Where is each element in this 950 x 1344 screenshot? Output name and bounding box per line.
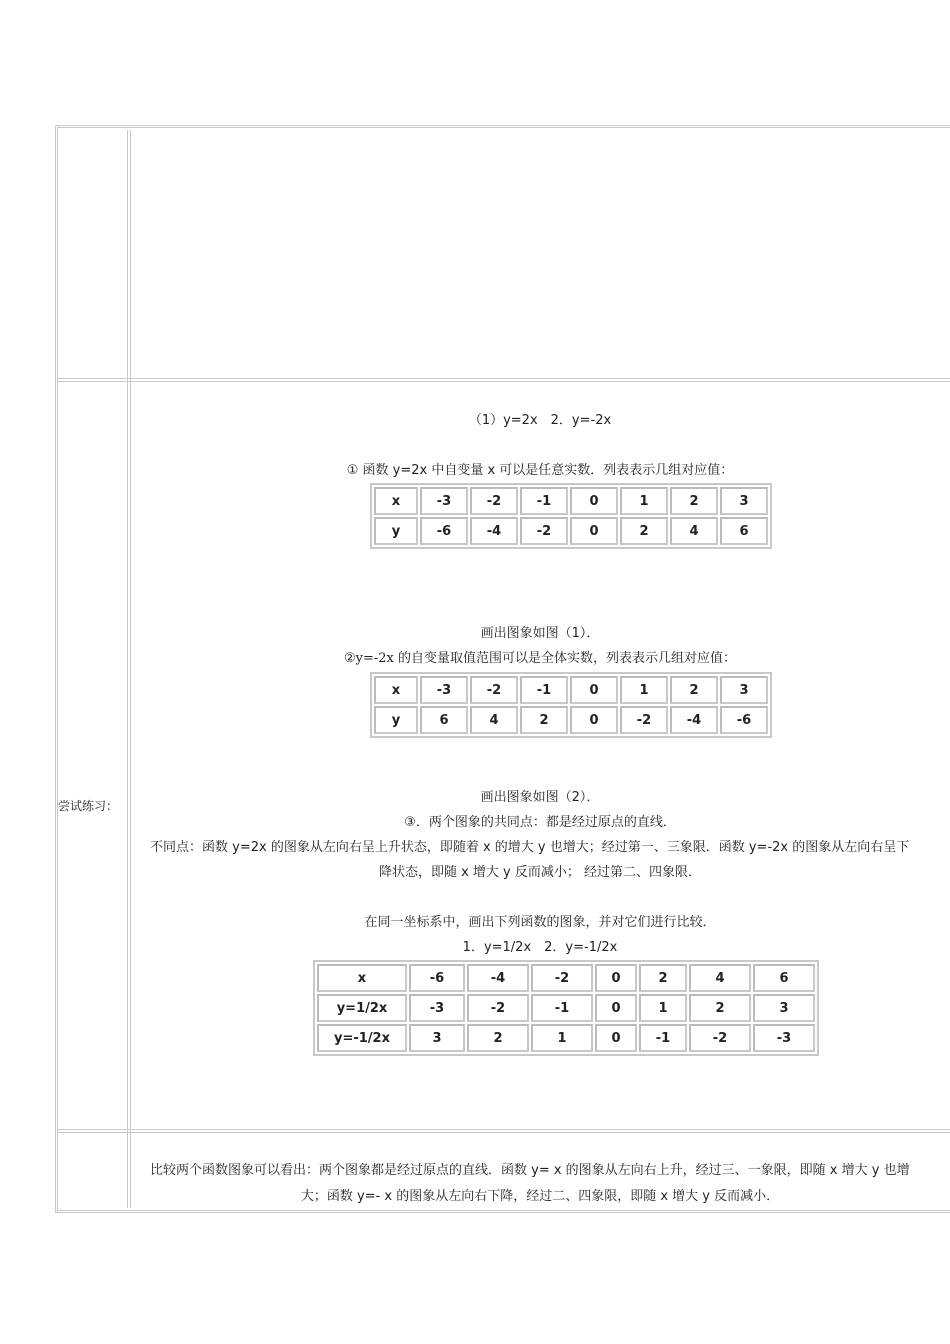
table-cell: -2	[520, 517, 568, 545]
table-row	[374, 676, 768, 704]
row-divider-2	[58, 1129, 950, 1133]
table-cell: -6	[409, 964, 465, 992]
table-cell: -2	[470, 676, 518, 704]
table-cell: 1	[620, 676, 668, 704]
value-table-2	[370, 672, 772, 738]
table-cell: 3	[753, 994, 815, 1022]
table-cell: 0	[595, 1024, 637, 1052]
table-cell: 3	[720, 676, 768, 704]
table-cell: -4	[467, 964, 529, 992]
table-row	[374, 487, 768, 515]
table-cell: -2	[470, 487, 518, 515]
table-cell: -3	[409, 994, 465, 1022]
table-cell: 1	[639, 994, 687, 1022]
table-cell: 0	[570, 706, 618, 734]
table-cell: 3	[409, 1024, 465, 1052]
table-cell: x	[317, 964, 407, 992]
table-cell: 2	[670, 487, 718, 515]
table-cell: -2	[620, 706, 668, 734]
table-cell: 4	[670, 517, 718, 545]
heading-1: （1）y=2x 2．y=-2x	[468, 413, 612, 428]
table-cell: y=-1/2x	[317, 1024, 407, 1052]
table-row	[317, 1024, 815, 1052]
table-cell: 6	[753, 964, 815, 992]
table-cell: 4	[470, 706, 518, 734]
table-row	[374, 706, 768, 734]
table-cell: 4	[689, 964, 751, 992]
table-cell: -4	[470, 517, 518, 545]
table-cell: 3	[720, 487, 768, 515]
table-cell: y=1/2x	[317, 994, 407, 1022]
table-cell: 2	[670, 676, 718, 704]
table-cell: -3	[420, 676, 468, 704]
table-cell: -4	[670, 706, 718, 734]
item-1-intro: ① 函数 y=2x 中自变量 x 可以是任意实数．列表表示几组对应值：	[346, 463, 734, 478]
table-cell: 2	[689, 994, 751, 1022]
table-cell: y	[374, 706, 418, 734]
compare-line-1: 比较两个函数图象可以看出：两个图象都是经过原点的直线．函数 y= x 的图象从左向右上升，经过三、一象限，即随 x 增大 y 也增	[150, 1163, 910, 1178]
table-cell: -6	[420, 517, 468, 545]
left-label: 尝试练习：	[58, 799, 119, 813]
table-cell: y	[374, 517, 418, 545]
table-cell: -1	[520, 487, 568, 515]
caption-2: 画出图象如图（2）．	[480, 790, 600, 805]
table-cell: 0	[570, 487, 618, 515]
caption-1: 画出图象如图（1）．	[480, 626, 600, 641]
column-divider	[127, 130, 131, 1208]
table-cell: 0	[570, 517, 618, 545]
table-cell: -2	[689, 1024, 751, 1052]
table-row	[374, 517, 768, 545]
table-cell: 2	[467, 1024, 529, 1052]
heading-2: 1．y=1/2x 2．y=-1/2x	[462, 940, 618, 955]
table-cell: 0	[595, 964, 637, 992]
table-cell: 0	[570, 676, 618, 704]
table-cell: -6	[720, 706, 768, 734]
table-cell: -3	[420, 487, 468, 515]
item-2-intro: ②y=-2x 的自变量取值范围可以是全体实数，列表表示几组对应值：	[343, 651, 737, 666]
table-cell: 2	[620, 517, 668, 545]
table-row	[317, 964, 815, 992]
table-cell: -1	[639, 1024, 687, 1052]
table-row	[317, 994, 815, 1022]
table-cell: 1	[620, 487, 668, 515]
table-cell: -1	[531, 994, 593, 1022]
table-cell: 6	[720, 517, 768, 545]
table-cell: -3	[753, 1024, 815, 1052]
table-cell: 2	[520, 706, 568, 734]
compare-line-2: 大；函数 y=- x 的图象从左向右下降，经过二、四象限，即随 x 增大 y 反而减小．	[300, 1189, 780, 1204]
table-cell: -1	[520, 676, 568, 704]
table-cell: 6	[420, 706, 468, 734]
table-cell: -2	[467, 994, 529, 1022]
task-text: 在同一坐标系中，画出下列函数的图象，并对它们进行比较．	[364, 915, 716, 930]
table-cell: 2	[639, 964, 687, 992]
value-table-1	[370, 483, 772, 549]
difference-line-1: 不同点：函数 y=2x 的图象从左向右呈上升状态，即随着 x 的增大 y 也增大；经过第一、三象限．函数 y=-2x 的图象从左向右呈下	[150, 840, 910, 855]
item-3: ③．两个图象的共同点：都是经过原点的直线．	[404, 815, 676, 830]
table-cell: -2	[531, 964, 593, 992]
table-cell: x	[374, 676, 418, 704]
table-cell: 1	[531, 1024, 593, 1052]
difference-line-2: 降状态，即随 x 增大 y 反而减小； 经过第二、四象限．	[378, 865, 702, 880]
table-cell: x	[374, 487, 418, 515]
value-table-3	[313, 960, 819, 1056]
table-cell: 0	[595, 994, 637, 1022]
row-divider-1	[58, 378, 950, 382]
